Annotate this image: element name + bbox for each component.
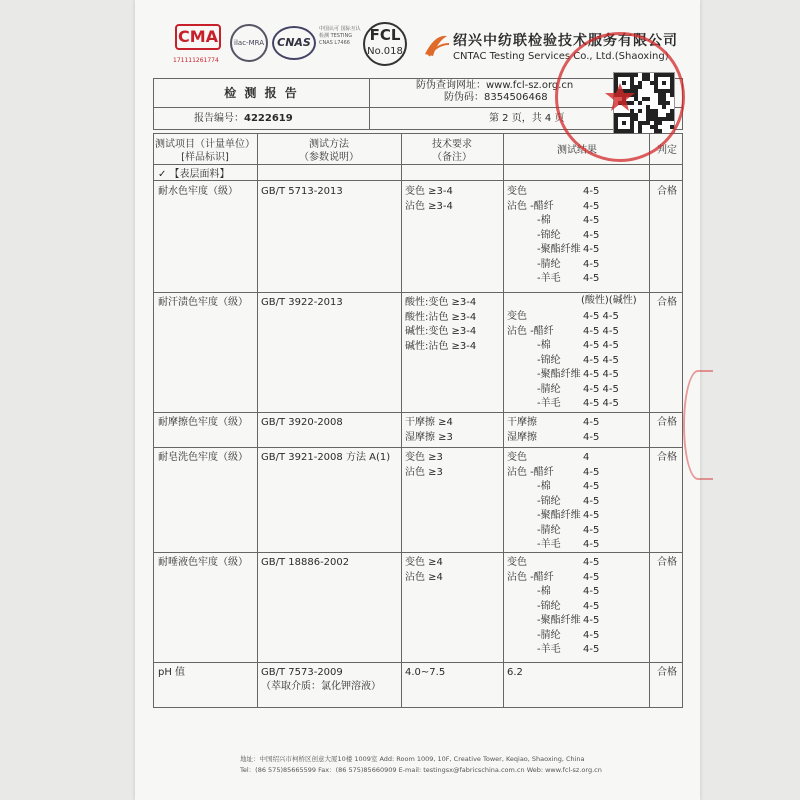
result-value: 4-5 bbox=[583, 629, 600, 641]
company-logo-icon bbox=[421, 30, 451, 60]
row-divider bbox=[154, 447, 682, 448]
ilac-logo: ilac-MRA bbox=[230, 24, 268, 62]
results-table bbox=[153, 133, 683, 708]
header-method: 测试方法 （参数说明） bbox=[299, 139, 359, 163]
result-label: -锦纶 bbox=[537, 495, 561, 507]
result-value: 4-5 4-5 bbox=[583, 398, 619, 409]
row-item: pH 值 bbox=[158, 667, 186, 678]
result-label: 沾色 -醋纤 bbox=[507, 200, 554, 212]
row-judgement: 合格 bbox=[657, 557, 677, 568]
result-label: -腈纶 bbox=[537, 258, 561, 270]
column-line bbox=[401, 134, 402, 707]
result-label: 沾色 -醋纤 bbox=[507, 325, 554, 337]
row-judgement: 合格 bbox=[657, 297, 677, 308]
result-label: -聚酯纤维 bbox=[537, 510, 581, 521]
row-requirement: 干摩擦 ≥4 bbox=[405, 417, 453, 428]
report-page bbox=[135, 0, 700, 800]
row-item: 耐水色牢度（级） bbox=[158, 186, 238, 197]
row-item: 耐皂洗色牢度（级） bbox=[158, 452, 248, 463]
row-judgement: 合格 bbox=[657, 452, 677, 463]
result-value: 4-5 bbox=[583, 200, 600, 212]
result-label: -聚酯纤维 bbox=[537, 615, 581, 626]
result-value: 4-5 bbox=[583, 258, 600, 270]
page-info: 第 2 页，共 4 页 bbox=[489, 113, 565, 124]
cnas-subtext: 中国认可 国际互认 检测 TESTING CNAS L7466 bbox=[319, 26, 361, 46]
row-requirement: 沾色 ≥3-4 bbox=[405, 200, 453, 212]
result-value: 4-5 4-5 bbox=[583, 325, 619, 337]
result-label: 6.2 bbox=[507, 667, 523, 678]
result-label: 湿摩擦 bbox=[507, 431, 537, 443]
result-label: 变色 bbox=[507, 311, 527, 322]
verify-site-label: 防伪查询网址： bbox=[416, 80, 486, 91]
result-label: -棉 bbox=[537, 215, 551, 226]
row-divider bbox=[154, 662, 682, 663]
fcl-text: FCL bbox=[369, 26, 401, 44]
result-label: -腈纶 bbox=[537, 629, 561, 641]
result-label: -腈纶 bbox=[537, 383, 561, 395]
cma-logo: CMA bbox=[175, 24, 221, 50]
result-value: 4-5 bbox=[583, 481, 600, 492]
result-value: 4-5 4-5 bbox=[583, 369, 619, 380]
result-value: 4-5 4-5 bbox=[583, 340, 619, 351]
row-requirement: 酸性:变色 ≥3-4 bbox=[405, 297, 477, 308]
row-requirement: 变色 ≥3-4 bbox=[405, 186, 453, 197]
footer-address: 地址：中国绍兴市柯桥区创意大厦10楼 1009室 Add: Room 1009, 10F, Creative Tower, Keqiao, Shaoxing, China bbox=[240, 755, 585, 763]
result-value: 4-5 bbox=[583, 571, 600, 583]
result-label: -聚酯纤维 bbox=[537, 369, 581, 380]
row-divider bbox=[154, 292, 682, 293]
header-item: 测试项目（计量单位） [样品标识] bbox=[155, 139, 255, 163]
result-label: 沾色 -醋纤 bbox=[507, 571, 554, 583]
result-label: -聚酯纤维 bbox=[537, 244, 581, 255]
row-requirement: 4.0~7.5 bbox=[405, 667, 446, 678]
footer-contact: Tel：(86 575)85665599 Fax：(86 575)85660909 E-mail: testingsx@fabricschina.com.cn Web: www.fcl-sz.org.cn bbox=[240, 766, 602, 774]
result-label: 变色 bbox=[507, 452, 527, 463]
report-number-row bbox=[194, 112, 293, 126]
row-requirement: 酸性:沾色 ≥3-4 bbox=[405, 311, 477, 323]
header-requirement: 技术要求 （备注） bbox=[432, 139, 472, 163]
row-method: GB/T 5713-2013 bbox=[261, 186, 343, 197]
result-label: -羊毛 bbox=[537, 273, 561, 284]
row-requirement: 变色 ≥3 bbox=[405, 452, 443, 463]
result-label: 变色 bbox=[507, 186, 527, 197]
column-line bbox=[649, 134, 650, 707]
cnas-logo: CNAS bbox=[272, 26, 316, 60]
result-value: 4-5 bbox=[583, 215, 600, 226]
header-result: 测试结果 bbox=[557, 145, 597, 156]
company-name-en: CNTAC Testing Services Co., Ltd.(Shaoxing) bbox=[453, 51, 669, 62]
header-bottom-line bbox=[154, 164, 682, 165]
row-requirement: 碱性:变色 ≥3-4 bbox=[405, 326, 477, 337]
row-requirement: 变色 ≥4 bbox=[405, 557, 443, 568]
result-value: 4-5 bbox=[583, 510, 600, 521]
row-method: GB/T 3922-2013 bbox=[261, 297, 343, 308]
row-method: （萃取介质：氯化钾溶液） bbox=[261, 681, 381, 692]
result-label: -锦纶 bbox=[537, 229, 561, 241]
result-value: 4-5 bbox=[583, 417, 600, 428]
report-title: 检 测 报 告 bbox=[224, 86, 299, 100]
report-number-label: 报告编号： bbox=[194, 113, 244, 124]
result-subheader: (酸性)(碱性) bbox=[581, 295, 637, 306]
result-value: 4-5 4-5 bbox=[583, 383, 619, 395]
verify-code-label: 防伪码： bbox=[444, 92, 484, 103]
result-label: -锦纶 bbox=[537, 600, 561, 612]
row-divider bbox=[154, 552, 682, 553]
section-label: ✓ 【表层面料】 bbox=[158, 169, 230, 180]
row-method: GB/T 3921-2008 方法 A(1) bbox=[261, 452, 391, 463]
row-requirement: 湿摩擦 ≥3 bbox=[405, 431, 453, 443]
result-value: 4-5 bbox=[583, 586, 600, 597]
result-label: 沾色 -醋纤 bbox=[507, 466, 554, 478]
result-label: -腈纶 bbox=[537, 524, 561, 536]
result-value: 4 bbox=[583, 452, 590, 463]
result-value: 4-5 bbox=[583, 615, 600, 626]
report-number-value: 4222619 bbox=[244, 113, 293, 124]
row-method: GB/T 3920-2008 bbox=[261, 417, 343, 428]
result-label: 变色 bbox=[507, 557, 527, 568]
result-value: 4-5 bbox=[583, 524, 600, 536]
row-item: 耐唾液色牢度（级） bbox=[158, 557, 248, 568]
result-label: -棉 bbox=[537, 340, 551, 351]
header-divider bbox=[369, 79, 370, 129]
verify-code-row bbox=[444, 91, 548, 105]
result-value: 4-5 bbox=[583, 273, 600, 284]
fcl-number: No.018 bbox=[367, 46, 403, 57]
fcl-logo bbox=[363, 22, 407, 66]
row-item: 耐汗渍色牢度（级） bbox=[158, 297, 248, 308]
result-value: 4-5 4-5 bbox=[583, 311, 619, 322]
column-line bbox=[257, 134, 258, 707]
row-judgement: 合格 bbox=[657, 667, 677, 678]
verify-code-value: 8354506468 bbox=[484, 92, 548, 103]
result-value: 4-5 4-5 bbox=[583, 354, 619, 366]
result-value: 4-5 bbox=[583, 539, 600, 550]
row-judgement: 合格 bbox=[657, 186, 677, 197]
result-value: 4-5 bbox=[583, 431, 600, 443]
company-name-cn: 绍兴中纺联检验技术服务有限公司 bbox=[453, 33, 678, 49]
row-divider bbox=[154, 412, 682, 413]
result-label: 干摩擦 bbox=[507, 417, 537, 428]
verify-site-link[interactable]: www.fcl-sz.org.cn bbox=[486, 80, 574, 91]
column-line bbox=[503, 134, 504, 707]
result-label: -棉 bbox=[537, 481, 551, 492]
seal-fragment bbox=[683, 370, 713, 480]
result-label: -羊毛 bbox=[537, 398, 561, 409]
result-value: 4-5 bbox=[583, 557, 600, 568]
result-label: -羊毛 bbox=[537, 539, 561, 550]
section-bottom-line bbox=[154, 180, 682, 181]
result-value: 4-5 bbox=[583, 229, 600, 241]
result-value: 4-5 bbox=[583, 186, 600, 197]
row-method: GB/T 18886-2002 bbox=[261, 557, 350, 568]
result-value: 4-5 bbox=[583, 466, 600, 478]
result-label: -锦纶 bbox=[537, 354, 561, 366]
row-requirement: 沾色 ≥3 bbox=[405, 466, 443, 478]
row-item: 耐摩擦色牢度（级） bbox=[158, 417, 248, 428]
row-judgement: 合格 bbox=[657, 417, 677, 428]
result-label: -羊毛 bbox=[537, 644, 561, 655]
result-value: 4-5 bbox=[583, 495, 600, 507]
result-value: 4-5 bbox=[583, 244, 600, 255]
row-requirement: 沾色 ≥4 bbox=[405, 571, 443, 583]
result-value: 4-5 bbox=[583, 600, 600, 612]
row-method: GB/T 7573-2009 bbox=[261, 667, 343, 678]
cma-number: 171111261774 bbox=[173, 57, 219, 64]
result-label: -棉 bbox=[537, 586, 551, 597]
result-value: 4-5 bbox=[583, 644, 600, 655]
official-stamp bbox=[555, 32, 685, 162]
row-requirement: 碱性:沾色 ≥3-4 bbox=[405, 340, 477, 352]
header-judge: 判定 bbox=[657, 145, 677, 156]
